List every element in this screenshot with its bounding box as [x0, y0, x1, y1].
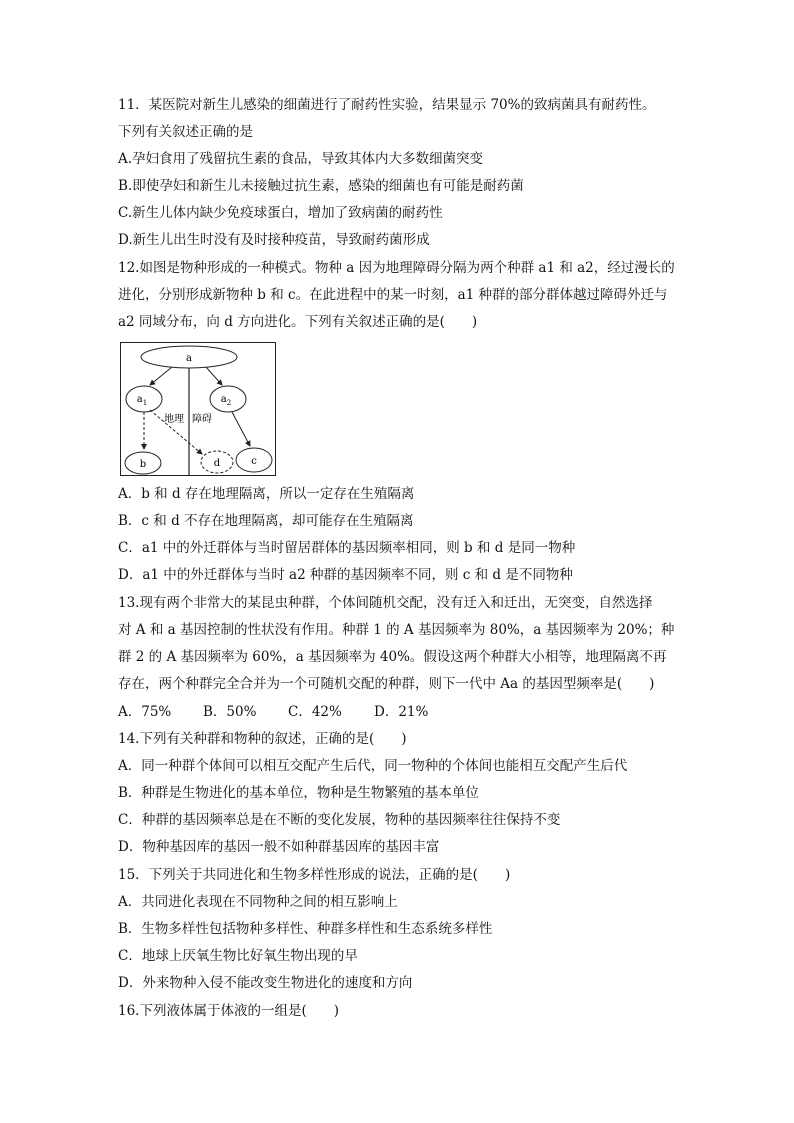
q14-option-c: C．种群的基因频率总是在不断的变化发展，物种的基因频率往往保持不变 [118, 812, 561, 828]
q15-option-c: C．地球上厌氧生物比好氧生物出现的早 [118, 948, 358, 964]
arrow-a-to-a2 [206, 367, 222, 385]
barrier-label-left: 地理 [164, 414, 184, 425]
q14-stem-line1: 14.下列有关种群和物种的叙述，正确的是( ) [118, 731, 407, 747]
q15-option-b: B．生物多样性包括物种多样性、种群多样性和生态系统多样性 [118, 921, 493, 937]
arrow-a-to-a1 [150, 367, 172, 385]
q11-stem-line1: 11．某医院对新生儿感染的细菌进行了耐药性实验，结果显示 70%的致病菌具有耐药性。 [118, 97, 656, 113]
q12-option-a: A．b 和 d 存在地理隔离，所以一定存在生殖隔离 [118, 486, 415, 502]
q11-option-c: C.新生儿体内缺少免疫球蛋白，增加了致病菌的耐药性 [118, 205, 443, 221]
q13-option-b: B．50% [203, 704, 257, 720]
node-c-label: c [251, 456, 257, 467]
node-b-label: b [139, 459, 147, 470]
q12-stem-line1: 12.如图是物种形成的一种模式。物种 a 因为地理障碍分隔为两个种群 a1 和 a2，经过漫长的 [118, 260, 675, 276]
q13-option-c: C．42% [288, 704, 342, 720]
q15-option-a: A．共同进化表现在不同物种之间的相互影响上 [118, 894, 398, 910]
q12-option-b: B．c 和 d 不存在地理隔离，却可能存在生殖隔离 [118, 513, 414, 529]
q15-stem-line1: 15．下列关于共同进化和生物多样性形成的说法，正确的是( ) [118, 867, 511, 883]
q13-stem-line2: 对 A 和 a 基因控制的性状没有作用。种群 1 的 A 基因频率为 80%，a 基因频率为 20%；种 [118, 622, 675, 638]
q12-stem-line2: 进化，分别形成新物种 b 和 c。在此进程中的某一时刻，a1 种群的部分群体越过障碍外迁与 [118, 287, 668, 303]
q13-stem-line4: 存在，两个种群完全合并为一个可随机交配的种群，则下一代中 Aa 的基因型频率是( ) [118, 676, 655, 692]
node-a1-label: $a_1$ [136, 394, 148, 407]
node-d-label: d [213, 458, 221, 469]
arrow-a2-to-c [232, 412, 250, 446]
q11-option-b: B.即使孕妇和新生儿未接触过抗生素，感染的细菌也有可能是耐药菌 [118, 178, 524, 194]
q14-option-a: A．同一种群个体间可以相互交配产生后代，同一物种的个体间也能相互交配产生后代 [118, 758, 628, 774]
q13-option-d: D．21% [374, 704, 429, 720]
q11-stem-line2: 下列有关叙述正确的是 [118, 124, 253, 140]
q14-option-d: D．物种基因库的基因一般不如种群基因库的基因丰富 [118, 839, 440, 855]
speciation-diagram-svg [120, 342, 276, 476]
node-a-label: a [186, 353, 192, 364]
q14-option-b: B．种群是生物进化的基本单位，物种是生物繁殖的基本单位 [118, 785, 479, 801]
q15-option-d: D．外来物种入侵不能改变生物进化的速度和方向 [118, 975, 413, 991]
q16-stem-line1: 16.下列液体属于体液的一组是( ) [118, 1003, 340, 1019]
q11-option-d: D.新生儿出生时没有及时接种疫苗，导致耐药菌形成 [118, 232, 430, 248]
q11-option-a: A.孕妇食用了残留抗生素的食品，导致其体内大多数细菌突变 [118, 151, 484, 167]
barrier-label-right: 障碍 [192, 414, 212, 425]
q12-option-c: C．a1 中的外迁群体与当时留居群体的基因频率相同，则 b 和 d 是同一物种 [118, 540, 576, 556]
node-a2-label: $a_2$ [220, 394, 232, 407]
q12-stem-line3: a2 同域分布，向 d 方向进化。下列有关叙述正确的是( ) [118, 314, 478, 330]
q13-stem-line3: 群 2 的 A 基因频率为 60%，a 基因频率为 40%。假设这两个种群大小相等，地理隔离不再 [118, 649, 667, 665]
q12-option-d: D．a1 中的外迁群体与当时 a2 种群的基因频率不同，则 c 和 d 是不同物种 [118, 567, 573, 583]
speciation-diagram [120, 342, 276, 476]
q13-option-a: A．75% [118, 704, 172, 720]
q13-stem-line1: 13.现有两个非常大的某昆虫种群，个体间随机交配，没有迁入和迁出，无突变，自然选择 [118, 595, 653, 611]
